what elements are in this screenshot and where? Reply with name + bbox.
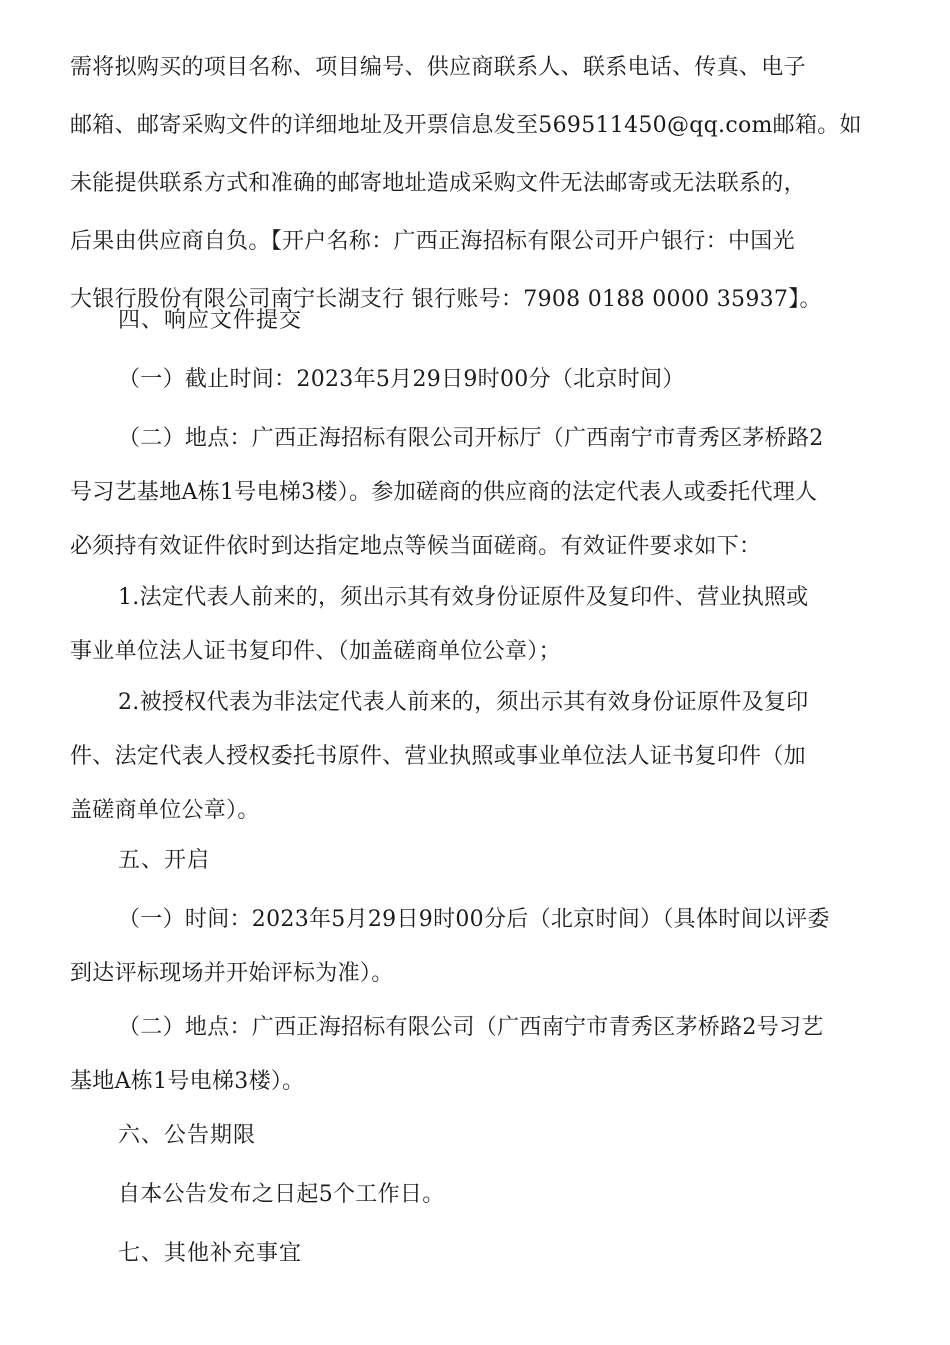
announcement-period-text: 自本公告发布之日起5个工作日。 [118,1182,445,1207]
text-line: （一）时间：2023年5月29日9时00分后（北京时间）（具体时间以评委 [118,907,830,932]
location-paragraph [70,421,882,565]
text-line: 事业单位法人证书复印件、（加盖磋商单位公章）； [70,639,561,664]
text-line: 1.法定代表人前来的，须出示其有效身份证原件及复印件、营业执照或 [118,585,809,610]
text-line: 基地A栋1号电梯3楼）。 [70,1069,305,1094]
opening-location-paragraph [70,1010,882,1100]
text-line: 到达评标现场并开始评标为准）。 [70,961,394,986]
text-line: 未能提供联系方式和准确的邮寄地址造成采购文件无法邮寄或无法联系的， [70,171,806,196]
opening-time-paragraph [70,902,882,992]
section-4-heading: 四、响应文件提交 [118,308,303,333]
text-line: 盖磋商单位公章）。 [70,798,260,823]
text-line: 2.被授权代表为非法定代表人前来的，须出示其有效身份证原件及复印 [118,690,809,715]
text-line: 大银行股份有限公司南宁长湖支行 银行账号：7908 0188 0000 35937】。 [70,287,822,312]
text-line: （一）截止时间：2023年5月29日9时00分（北京时间） [118,367,685,392]
text-line: 后果由供应商自负。【开户名称：广西正海招标有限公司开户银行：中国光 [70,229,795,254]
text-line: （二）地点：广西正海招标有限公司开标厅（广西南宁市青秀区茅桥路2 [118,426,824,451]
text-line: 需将拟购买的项目名称、项目编号、供应商联系人、联系电话、传真、电子 [70,55,806,80]
text-line: 件、法定代表人授权委托书原件、营业执照或事业单位法人证书复印件（加 [70,744,806,769]
intro-paragraph [70,50,882,318]
section-5-heading: 五、开启 [118,848,211,873]
section-6-heading: 六、公告期限 [118,1123,257,1148]
deadline-line [118,362,930,398]
requirement-item-2 [70,685,882,829]
requirement-item-1 [70,580,882,670]
text-line: 邮箱、邮寄采购文件的详细地址及开票信息发至569511450@qq.com邮箱。如 [70,113,862,138]
section-7-heading: 七、其他补充事宜 [118,1241,303,1266]
text-line: 号习艺基地A栋1号电梯3楼）。参加磋商的供应商的法定代表人或委托代理人 [70,480,818,505]
text-line: （二）地点：广西正海招标有限公司（广西南宁市青秀区茅桥路2号习艺 [118,1015,824,1040]
text-line: 必须持有效证件依时到达指定地点等候当面磋商。有效证件要求如下： [70,534,762,559]
